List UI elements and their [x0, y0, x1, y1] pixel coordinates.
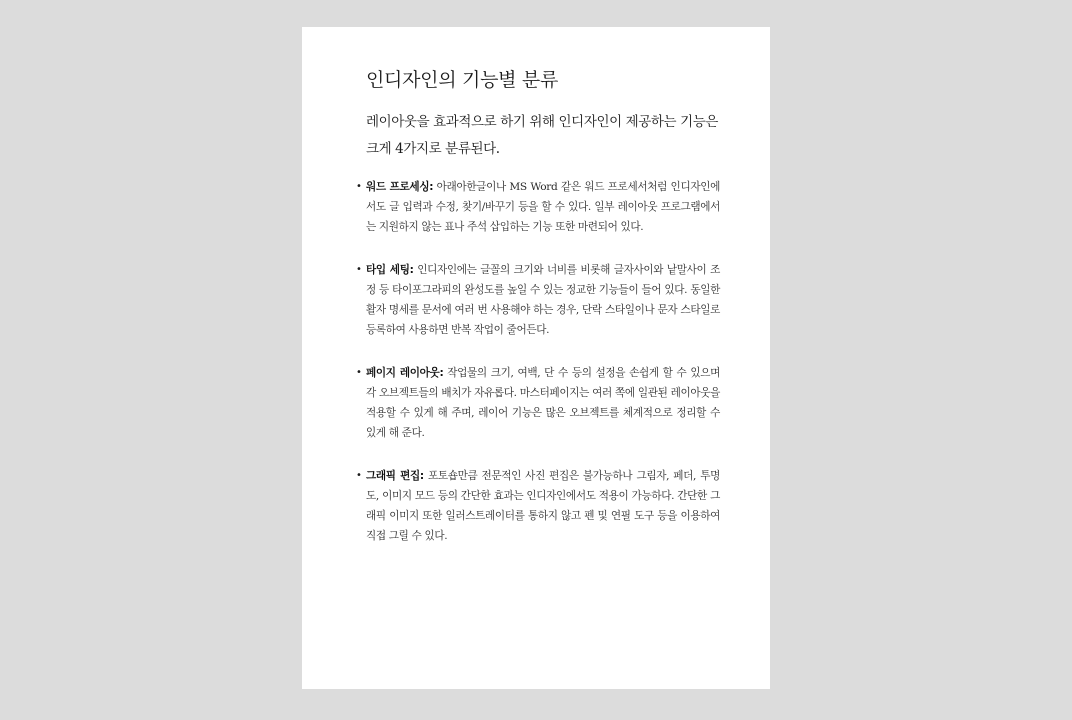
feature-term: 워드 프로세싱:	[366, 181, 434, 193]
page-title: 인디자인의 기능별 분류	[366, 69, 559, 91]
feature-term: 타입 세팅:	[366, 264, 414, 276]
intro-paragraph: 레이아웃을 효과적으로 하기 위해 인디자인이 제공하는 기능은 크게 4가지로 분류된다.	[366, 114, 719, 157]
feature-item-type-setting	[356, 260, 720, 340]
bullet-icon: •	[356, 181, 362, 192]
feature-description: 포토숍만큼 전문적인 사진 편집은 불가능하나 그림자, 페더, 투명도, 이미지 모드 등의 간단한 효과는 인디자인에서도 적용이 가능하다. 간단한 그래픽 이미지 또한 일러스트레이터를 통하지 않고 펜 및 연필 도구 등을 이용하여 직접 그릴 수 있다.	[366, 470, 720, 542]
feature-item-word-processing	[356, 177, 720, 237]
feature-description: 아래아한글이나 MS Word 같은 워드 프로세서처럼 인디자인에서도 글 입력과 수정, 찾기/바꾸기 등을 할 수 있다. 일부 레이아웃 프로그램에서는 지원하지 않는 표나 주석 삽입하는 기능 또한 마련되어 있다.	[366, 181, 720, 233]
feature-item-graphic-editing	[356, 466, 720, 546]
feature-description: 작업물의 크기, 여백, 단 수 등의 설정을 손쉽게 할 수 있으며 각 오브젝트들의 배치가 자유롭다. 마스터페이지는 여러 쪽에 일관된 레이아웃을 적용할 수 있게 해 주며, 레이어 기능은 많은 오브젝트를 체계적으로 정리할 수 있게 해 준다.	[366, 367, 720, 439]
bullet-icon: •	[356, 264, 362, 275]
feature-item-page-layout	[356, 363, 720, 443]
feature-term: 그래픽 편집:	[366, 470, 424, 482]
feature-term: 페이지 레이아웃:	[366, 367, 444, 379]
feature-list	[356, 177, 720, 546]
feature-description: 인디자인에는 글꼴의 크기와 너비를 비롯해 글자사이와 낱말사이 조정 등 타이포그라피의 완성도를 높일 수 있는 정교한 기능들이 들어 있다. 동일한 활자 명세를 문서에 여러 번 사용해야 하는 경우, 단락 스타일이나 문자 스타일로 등록하여 사용하면 반복 작업이 줄어든다.	[366, 264, 720, 336]
bullet-icon: •	[356, 367, 362, 378]
bullet-icon: •	[356, 470, 362, 481]
document-page	[302, 27, 770, 689]
